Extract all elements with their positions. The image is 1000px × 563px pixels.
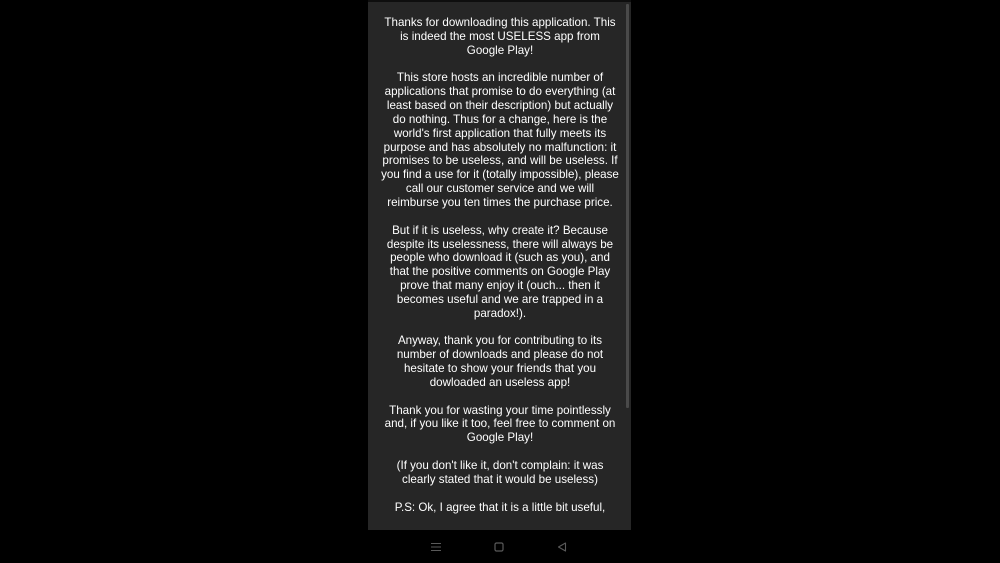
paragraph-store: This store hosts an incredible number of applications that promise to do everything (at least based on their description) but actually do nothing. Thus for a change, here is the world's first application that fully meets its purpose and has absolutely no malfunction: it promises to be useless, and will be useless. If you find a use for it (totally impossible), please call our customer service and we will reimburse you ten times the purchase price. xyxy=(381,71,619,209)
description-text-area[interactable] xyxy=(380,16,620,528)
back-button[interactable] xyxy=(545,534,579,560)
app-window xyxy=(368,0,631,530)
menu-icon xyxy=(430,542,442,552)
home-button[interactable] xyxy=(482,534,516,560)
system-navigation-bar xyxy=(0,530,1000,563)
window-top-edge xyxy=(368,0,631,2)
paragraph-ps: P.S: Ok, I agree that it is a little bit useful, xyxy=(394,500,606,514)
paragraph-thanks-downloads: Anyway, thank you for contributing to its number of downloads and please do not hesitate to show your friends that you dowloaded an useless app! xyxy=(396,334,604,389)
back-triangle-icon xyxy=(556,541,568,553)
paragraph-thanks-time: Thank you for wasting your time pointlessly and, if you like it too, feel free to comment on Google Play! xyxy=(384,403,616,445)
scrollbar-thumb[interactable] xyxy=(626,4,629,408)
menu-button[interactable] xyxy=(419,534,453,560)
paragraph-why: But if it is useless, why create it? Because despite its uselessness, there will always be people who download it (such as you), and that the positive comments on Google Play prove that many enjoy it (ouch... then it becomes useful and we are trapped in a paradox!). xyxy=(386,223,614,320)
paragraph-intro: Thanks for downloading this application. This is indeed the most USELESS app from Google Play! xyxy=(384,16,616,57)
paragraph-disclaimer: (If you don't like it, don't complain: it was clearly stated that it would be useless) xyxy=(396,459,604,486)
home-square-icon xyxy=(493,541,505,553)
